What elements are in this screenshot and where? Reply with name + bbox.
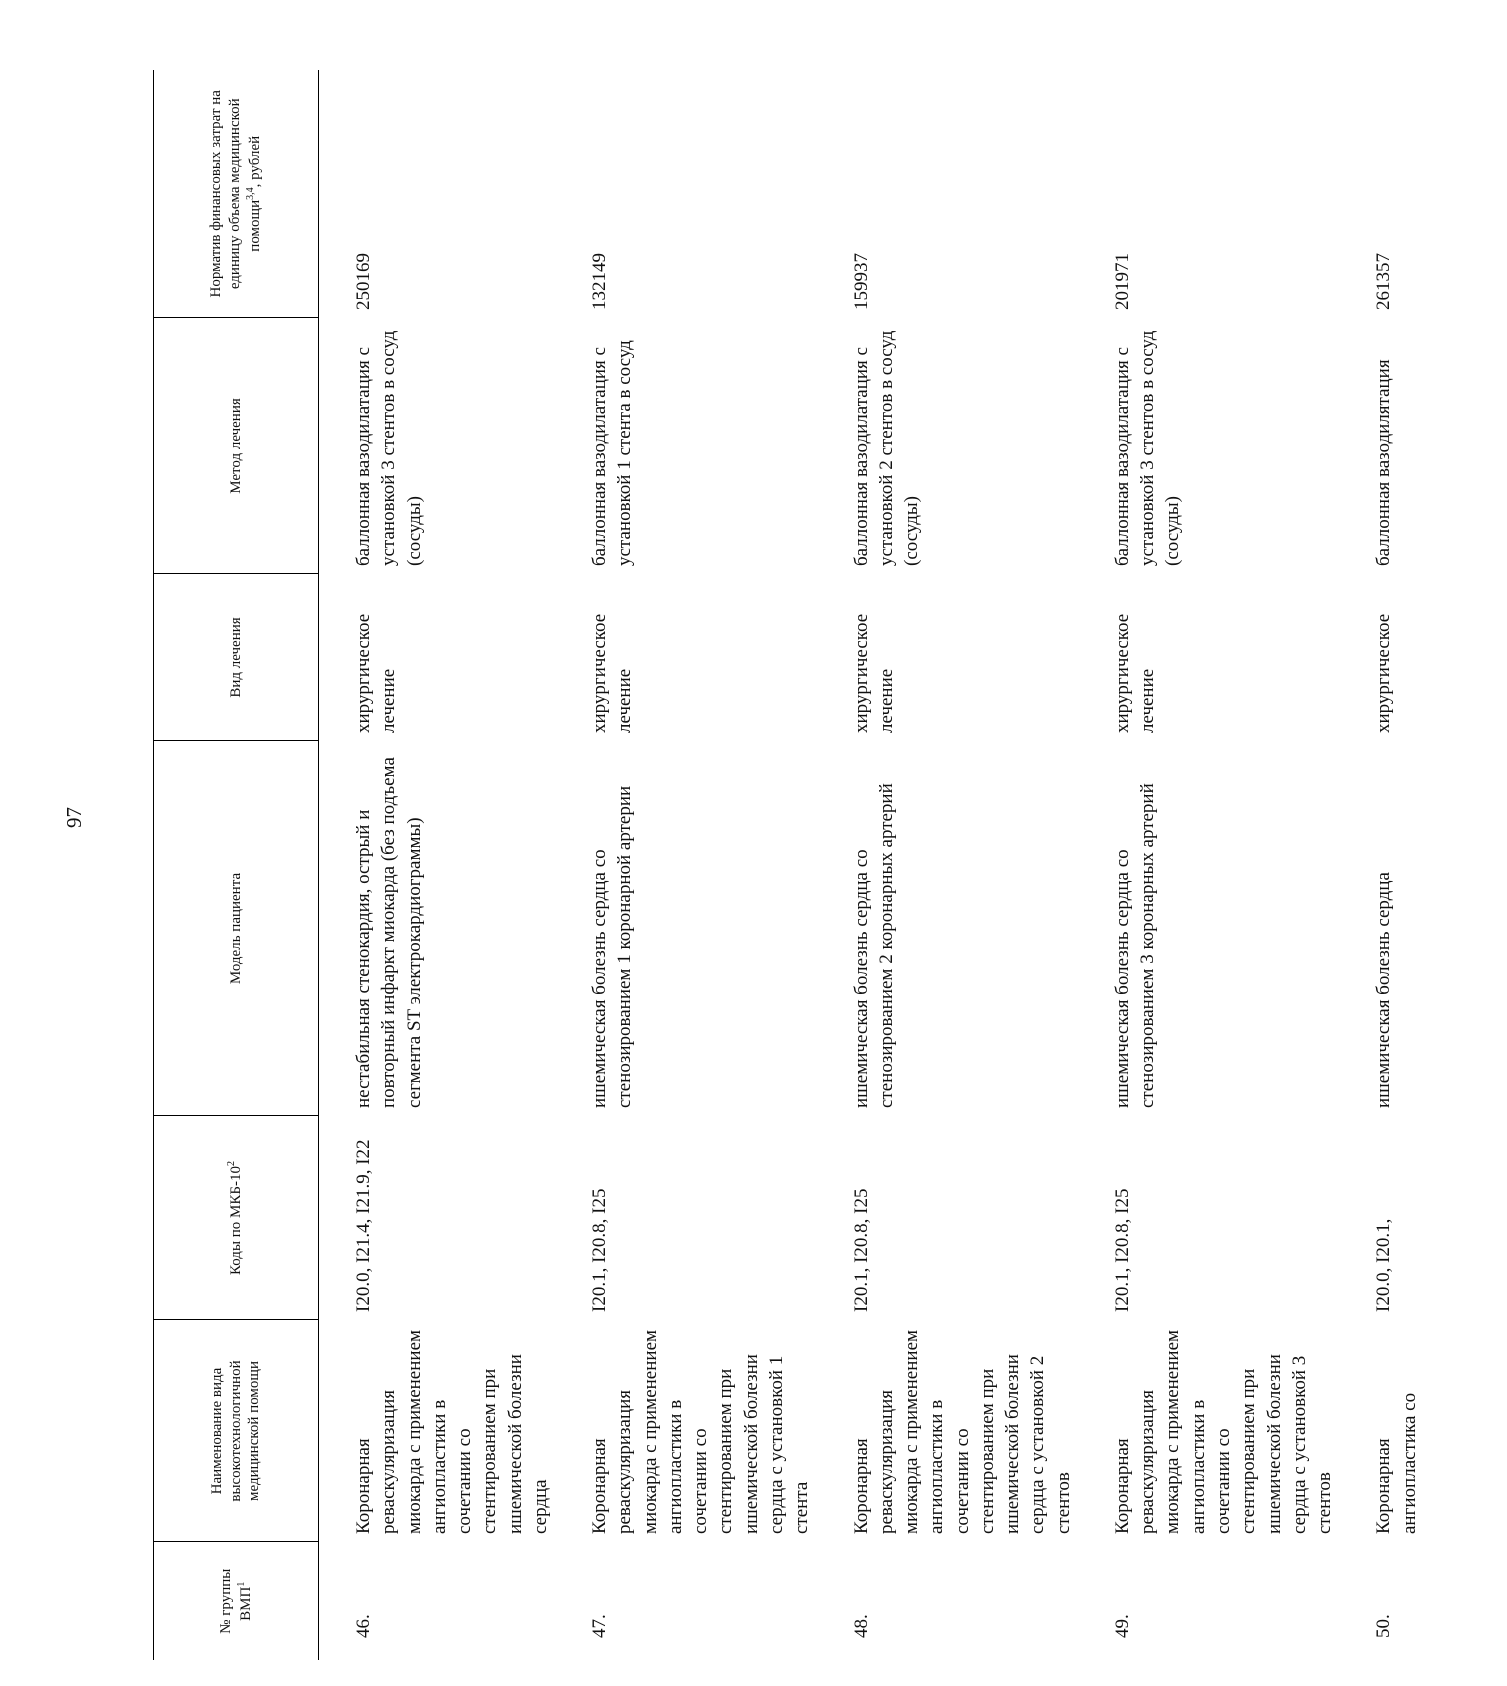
header-patient-model: Модель пациента bbox=[154, 741, 319, 1116]
patient-model: ишемическая болезнь сердца bbox=[1373, 872, 1395, 1108]
header-treatment-method: Метод лечения bbox=[154, 318, 319, 574]
table-row bbox=[1337, 70, 1507, 1660]
icd-codes: I20.1, I20.8, I25 bbox=[1111, 1188, 1133, 1312]
vmp-name: Коронарная реваскуляризация миокарда с применением ангиопластики в сочетании со стентированием при ишемической болезни сердца bbox=[353, 1329, 551, 1534]
cost-norm: 250169 bbox=[353, 253, 374, 310]
group-number: 49. bbox=[1111, 1614, 1133, 1638]
table-row bbox=[319, 70, 554, 1660]
group-number: 47. bbox=[589, 1614, 611, 1638]
header-vmp-name: Наименование вида высокотехнологичной медицинской помощи bbox=[154, 1320, 319, 1542]
patient-model: ишемическая болезнь сердца со стенозированием 3 коронарных артерий bbox=[1111, 783, 1159, 1108]
vmp-name: Коронарная реваскуляризация миокарда с применением ангиопластики в сочетании со стентированием при ишемической болезни сердца с установкой 3 стентов bbox=[1111, 1329, 1336, 1534]
icd-codes: I20.1, I20.8, I25 bbox=[589, 1188, 611, 1312]
table-header-row bbox=[154, 70, 319, 1660]
vmp-name: Коронарная реваскуляризация миокарда с применением ангиопластики в сочетании со стентированием при ишемической болезни сердца с установкой 2 стентов bbox=[850, 1329, 1074, 1534]
vmp-table bbox=[153, 70, 1507, 1660]
icd-codes: I20.0, I21.4, I21.9, I22 bbox=[353, 1139, 374, 1312]
cost-norm: 132149 bbox=[589, 253, 611, 310]
header-icd-codes: Коды по МКБ-$10^2$ bbox=[154, 1116, 319, 1320]
treatment-type: хирургическое лечение bbox=[589, 613, 636, 733]
treatment-type: хирургическое лечение bbox=[1111, 613, 1159, 733]
page-number: 97 bbox=[62, 807, 86, 828]
cost-norm: 261357 bbox=[1373, 253, 1395, 310]
treatment-method: баллонная вазодилатация с установкой 3 стентов в сосуд (сосуды) bbox=[1111, 330, 1184, 566]
cost-norm: 201971 bbox=[1111, 253, 1133, 310]
patient-model: ишемическая болезнь сердца со стенозированием 2 коронарных артерий bbox=[850, 783, 897, 1108]
icd-codes: I20.0, I20.1, bbox=[1373, 1218, 1395, 1312]
table-row bbox=[815, 70, 1076, 1660]
treatment-type: хирургическое лечение bbox=[850, 613, 897, 733]
header-treatment-type: Вид лечения bbox=[154, 574, 319, 741]
vmp-name: Коронарная ангиопластика со bbox=[1373, 1392, 1420, 1534]
treatment-method: баллонная вазодилатация с установкой 2 стентов в сосуд (сосуды) bbox=[850, 330, 923, 566]
table-row bbox=[553, 70, 814, 1660]
header-group-number: № группы ВМП$^1$ bbox=[154, 1542, 319, 1660]
header-cost-norm: Норматив финансовых затрат на единицу объема медицинской помощи$^{3,4}$, рублей bbox=[154, 70, 319, 318]
cost-norm: 159937 bbox=[850, 253, 872, 310]
group-number: 46. bbox=[353, 1614, 374, 1638]
group-number: 48. bbox=[850, 1614, 872, 1638]
treatment-method: баллонная вазодилатация с установкой 3 стентов в сосуд (сосуды) bbox=[353, 330, 425, 566]
treatment-method: баллонная вазодилятация bbox=[1373, 359, 1395, 566]
treatment-type: хирургическое bbox=[1373, 613, 1395, 733]
patient-model: ишемическая болезнь сердца со стенозированием 1 коронарной артерии bbox=[589, 785, 636, 1108]
treatment-type: хирургическое лечение bbox=[353, 613, 400, 733]
group-number: 50. bbox=[1373, 1614, 1395, 1638]
patient-model: нестабильная стенокардия, острый и повторный инфаркт миокарда (без подъема сегмента ST электрокардиограммы) bbox=[353, 757, 425, 1108]
table-row bbox=[1076, 70, 1337, 1660]
rotated-page bbox=[22, 70, 1420, 1660]
vmp-name: Коронарная реваскуляризация миокарда с применением ангиопластики в сочетании со стентированием при ишемической болезни сердца с установкой 1 стента bbox=[589, 1329, 813, 1534]
treatment-method: баллонная вазодилатация с установкой 1 стента в сосуд bbox=[589, 340, 636, 566]
icd-codes: I20.1, I20.8, I25 bbox=[850, 1188, 872, 1312]
